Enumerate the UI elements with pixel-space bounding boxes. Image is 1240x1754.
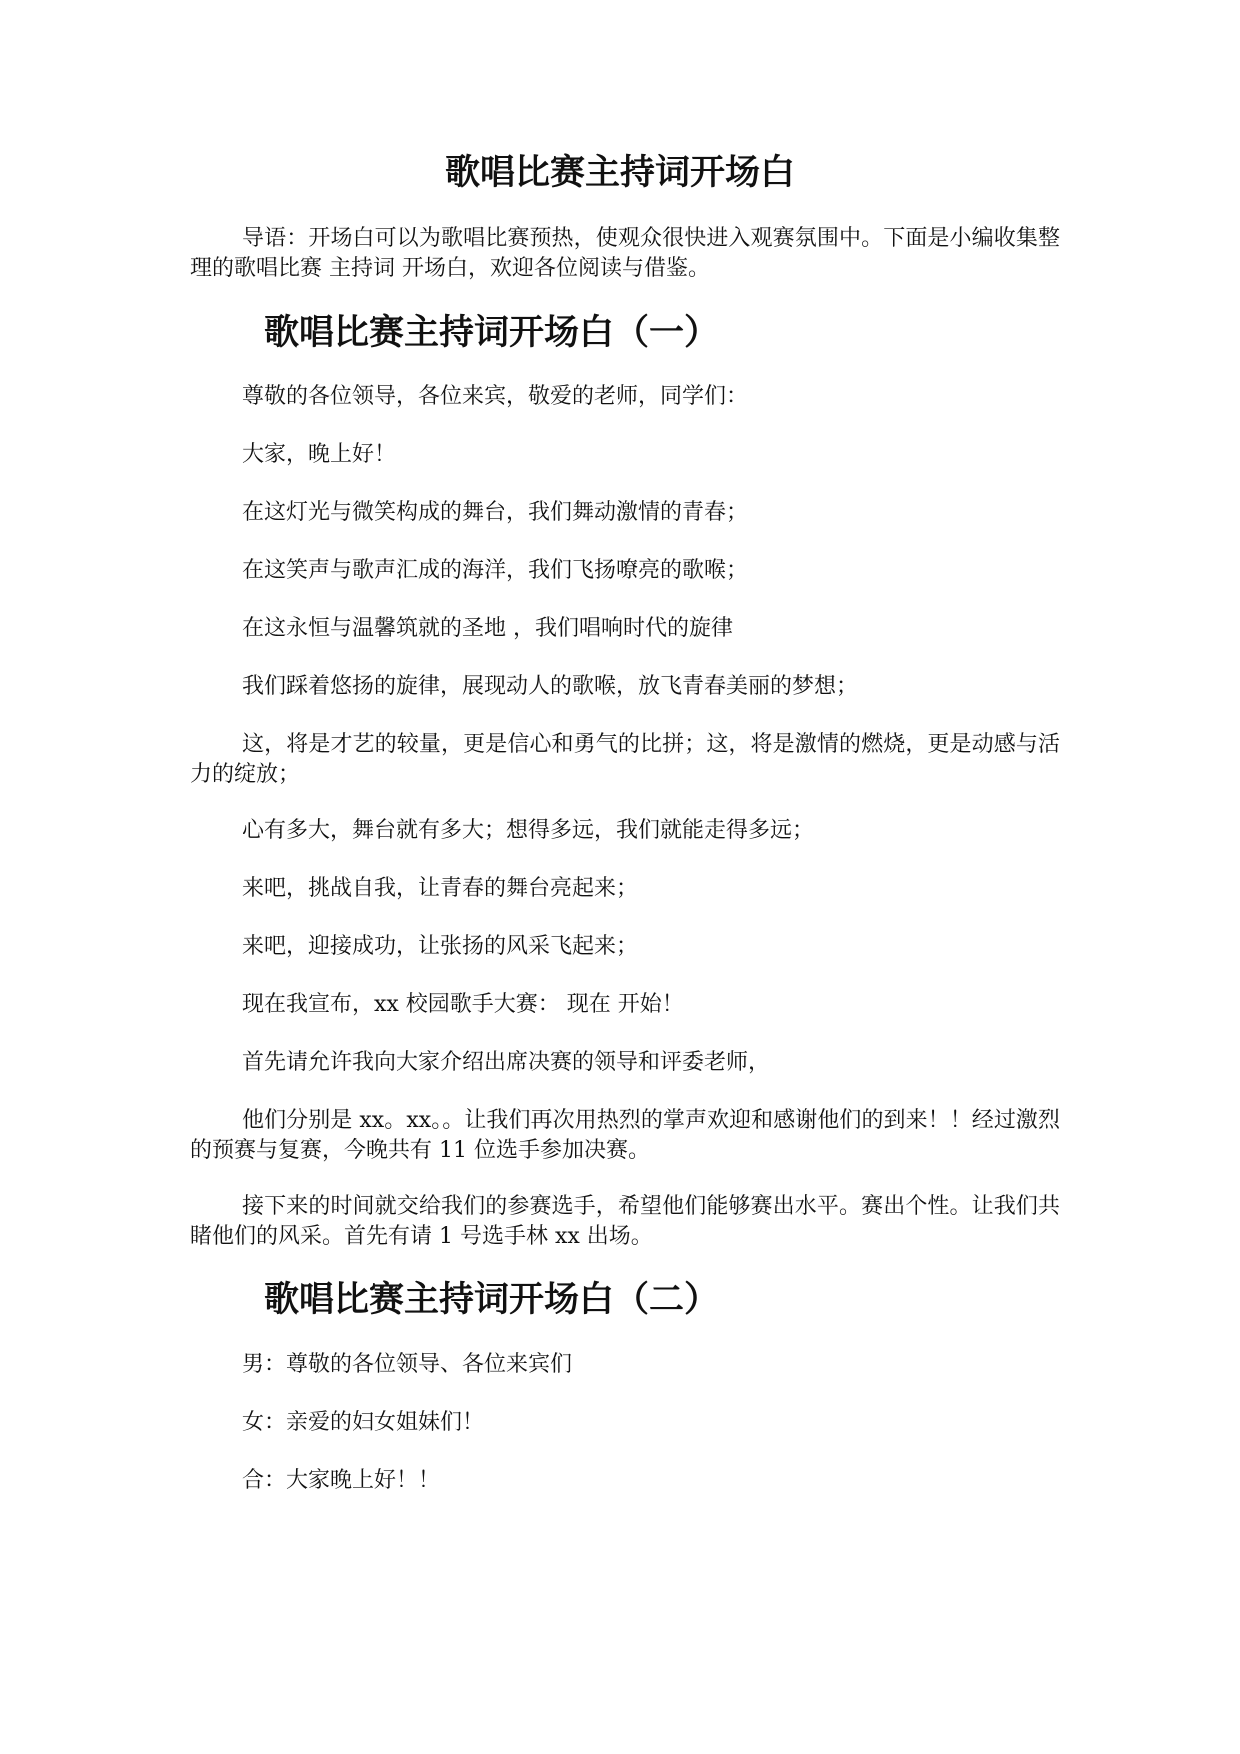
intro-paragraph: 导语：开场白可以为歌唱比赛预热，使观众很快进入观赛氛围中。下面是小编收集整理的歌唱比赛 主持词 开场白，欢迎各位阅读与借鉴。 (190, 226, 1060, 281)
section-1-paragraph: 在这笑声与歌声汇成的海洋，我们飞扬嘹亮的歌喉； (242, 558, 749, 583)
section-1-paragraph: 尊敬的各位领导，各位来宾，敬爱的老师，同学们： (242, 384, 749, 409)
document-title: 歌唱比赛主持词开场白 (444, 152, 795, 193)
section-2-heading: 歌唱比赛主持词开场白（二） (264, 1279, 720, 1320)
section-1-paragraph: 心有多大，舞台就有多大；想得多远，我们就能走得多远； (242, 818, 815, 843)
section-1-paragraph: 来吧，迎接成功，让张扬的风采飞起来； (242, 934, 639, 959)
section-1-paragraph: 首先请允许我向大家介绍出席决赛的领导和评委老师， (242, 1050, 771, 1075)
section-1-paragraph: 大家，晚上好！ (242, 442, 397, 467)
section-1-paragraph: 我们踩着悠扬的旋律，展现动人的歌喉，放飞青春美丽的梦想； (242, 674, 859, 699)
section-1-paragraph: 接下来的时间就交给我们的参赛选手，希望他们能够赛出水平。赛出个性。让我们共睹他们的风采。首先有请 1 号选手林 xx 出场。 (190, 1194, 1060, 1249)
section-2-paragraph: 合：大家晚上好！！ (242, 1468, 441, 1493)
section-2-paragraph: 女：亲爱的妇女姐妹们！ (242, 1410, 485, 1435)
section-1-paragraph: 现在我宣布，xx 校园歌手大赛： 现在 开始！ (242, 992, 684, 1017)
section-1-paragraph: 在这灯光与微笑构成的舞台，我们舞动激情的青春； (242, 500, 749, 525)
section-1-paragraph: 他们分别是 xx。xx。。让我们再次用热烈的掌声欢迎和感谢他们的到来！！经过激烈的预赛与复赛，今晚共有 11 位选手参加决赛。 (190, 1108, 1060, 1163)
section-1-paragraph: 在这永恒与温馨筑就的圣地 ，我们唱响时代的旋律 (242, 616, 733, 641)
section-2-paragraph: 男：尊敬的各位领导、各位来宾们 (242, 1352, 573, 1377)
section-1-paragraph: 这，将是才艺的较量，更是信心和勇气的比拼；这，将是激情的燃烧，更是动感与活力的绽放； (190, 732, 1060, 787)
section-1-paragraph: 来吧，挑战自我，让青春的舞台亮起来； (242, 876, 639, 901)
section-1-heading: 歌唱比赛主持词开场白（一） (264, 312, 720, 353)
